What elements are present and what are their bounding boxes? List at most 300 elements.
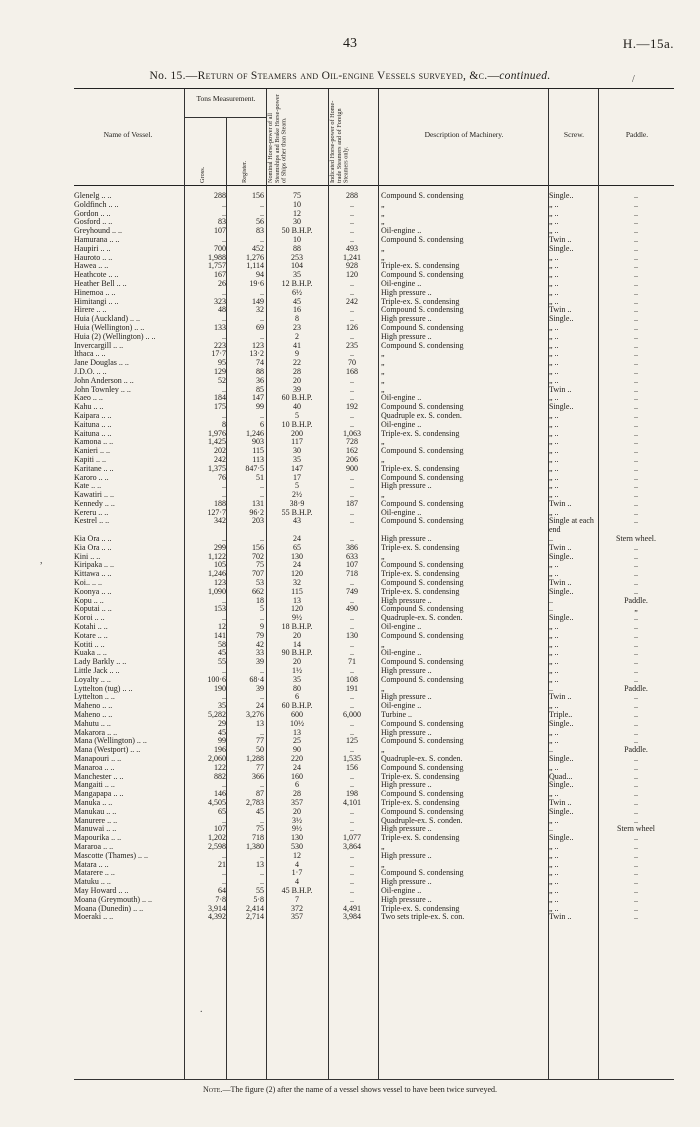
nominal-hp-cell: 120 <box>291 569 303 579</box>
indicated-hp-cell: .. <box>350 780 354 790</box>
paddle-cell: .. <box>634 815 638 825</box>
table-row <box>74 236 674 245</box>
table-row <box>74 517 674 535</box>
machinery-cell: Compound S. condensing <box>381 340 464 350</box>
ink-mark: , <box>40 555 43 566</box>
nominal-hp-cell: 4 <box>295 859 299 869</box>
gross-tons-cell: 83 <box>218 217 226 227</box>
machinery-cell: „ <box>381 375 385 385</box>
paddle-cell: .. <box>634 780 638 790</box>
screw-cell: „ .. <box>549 815 559 825</box>
screw-cell: „ .. <box>549 507 559 517</box>
paddle-cell: .. <box>634 410 638 420</box>
nominal-hp-cell: 28 <box>293 366 301 376</box>
vessel-name-cell: Manuwai .. .. <box>74 825 117 834</box>
vessel-name-cell: Kate .. .. <box>74 482 102 491</box>
paddle-cell: .. <box>634 340 638 350</box>
vessel-name-cell: Lyttelton (tug) .. .. <box>74 684 133 693</box>
screw-cell: .. <box>549 745 553 755</box>
screw-cell: Single.. <box>549 402 574 412</box>
screw-cell: „ .. <box>549 850 559 860</box>
register-tons-cell: 36 <box>256 375 264 385</box>
gross-tons-cell: 133 <box>214 322 226 332</box>
screw-cell: „ .. <box>549 657 559 667</box>
indicated-hp-cell: 70 <box>348 358 356 368</box>
nominal-hp-cell: 13 <box>293 727 301 737</box>
screw-cell: „ .. <box>549 789 559 799</box>
machinery-cell: Quadruple-ex. S. conden. <box>381 815 463 825</box>
register-tons-cell: 903 <box>252 437 264 447</box>
register-tons-cell: 6 <box>260 419 264 429</box>
paddle-cell: .. <box>634 446 638 456</box>
screw-cell: „ .. <box>549 622 559 632</box>
machinery-cell: Quadruple-ex. S. conden. <box>381 613 463 623</box>
nominal-hp-cell: 20 <box>293 806 301 816</box>
paddle-cell: .. <box>634 586 638 596</box>
screw-cell: „ .. <box>549 358 559 368</box>
screw-cell: „ .. <box>549 393 559 403</box>
screw-cell: „ .. <box>549 375 559 385</box>
table-row <box>74 843 674 852</box>
indicated-hp-cell: .. <box>350 692 354 702</box>
indicated-hp-cell: 928 <box>346 261 358 271</box>
indicated-hp-cell: .. <box>350 534 354 544</box>
register-tons-cell: 131 <box>252 498 264 508</box>
table-note <box>0 1085 700 1094</box>
paddle-cell: .. <box>634 393 638 403</box>
gross-tons-cell: 55 <box>218 657 226 667</box>
nominal-hp-cell: 9½ <box>292 824 302 834</box>
register-tons-cell: 13·2 <box>249 349 264 359</box>
nominal-hp-cell: 6½ <box>292 287 302 297</box>
table-row <box>74 649 674 658</box>
nominal-hp-cell: 115 <box>291 586 303 596</box>
screw-cell: „ .. <box>549 446 559 456</box>
vessel-name-cell: Gosford .. .. <box>74 218 113 227</box>
register-tons-cell: 51 <box>256 472 264 482</box>
vessel-name-cell: Hirere .. .. <box>74 306 107 315</box>
vessel-name-cell: Manaroa .. .. <box>74 763 115 772</box>
nominal-hp-cell: 530 <box>291 841 303 851</box>
table-row <box>74 192 674 201</box>
machinery-cell: Turbine .. <box>381 710 413 720</box>
indicated-hp-cell: .. <box>350 701 354 711</box>
machinery-cell: Quadruple-ex. S. conden. <box>381 754 463 763</box>
indicated-hp-cell: 162 <box>346 446 358 456</box>
gross-tons-cell: 123 <box>214 578 226 588</box>
register-tons-cell: .. <box>260 287 264 297</box>
register-tons-cell: 156 <box>252 542 264 552</box>
vessel-name-cell: Kotiti .. .. <box>74 640 105 649</box>
nominal-hp-cell: 117 <box>291 437 303 447</box>
paddle-cell: .. <box>634 833 638 843</box>
screw-cell: „ .. <box>549 428 559 438</box>
table-row <box>74 676 674 685</box>
indicated-hp-cell: .. <box>350 384 354 394</box>
indicated-hp-cell: .. <box>350 208 354 218</box>
nominal-hp-cell: 38·9 <box>289 498 305 508</box>
vessel-name-cell: Matara .. .. <box>74 860 109 869</box>
paddle-cell: .. <box>634 797 638 807</box>
screw-cell: „ .. <box>549 701 559 711</box>
machinery-cell: High pressure .. <box>381 780 432 790</box>
vessel-name-cell: Jane Douglas .. .. <box>74 359 129 368</box>
table-row <box>74 808 674 817</box>
gross-tons-cell: 1,122 <box>208 551 226 561</box>
register-tons-cell: .. <box>260 868 264 878</box>
nominal-hp-cell: 130 <box>291 551 303 561</box>
register-tons-cell: 56 <box>256 217 264 227</box>
header-nominal-hp: Nominal Horse-power of all Steamships and Brake Horse-power of Ships other than Steam. <box>267 94 288 183</box>
nominal-hp-cell: 23 <box>293 322 301 332</box>
indicated-hp-cell: .. <box>350 666 354 676</box>
nominal-hp-cell: 60 B.H.P. <box>281 701 313 711</box>
table-row <box>74 896 674 905</box>
nominal-hp-cell: 45 B.H.P. <box>281 885 313 895</box>
paddle-cell: .. <box>634 305 638 315</box>
gross-tons-cell: .. <box>222 815 226 825</box>
table-row <box>74 315 674 324</box>
machinery-cell: Compound S. condensing <box>381 718 464 728</box>
table-row <box>74 465 674 474</box>
gross-tons-cell: 1,090 <box>208 586 226 596</box>
screw-cell: Twin .. <box>549 542 572 552</box>
gross-tons-cell: 64 <box>218 885 226 895</box>
paddle-cell: .. <box>634 278 638 288</box>
indicated-hp-cell: .. <box>350 472 354 482</box>
machinery-cell: Compound S. condensing <box>381 234 464 244</box>
paddle-cell: .. <box>634 789 638 799</box>
machinery-cell: High pressure .. <box>381 692 432 702</box>
machinery-cell: High pressure .. <box>381 314 432 324</box>
screw-cell: Twin .. <box>549 384 572 394</box>
table-row <box>74 227 674 236</box>
screw-cell: „ .. <box>549 859 559 869</box>
nominal-hp-cell: 12 <box>293 208 301 218</box>
nominal-hp-cell: 120 <box>291 604 303 614</box>
nominal-hp-cell: 20 <box>293 630 301 640</box>
register-tons-cell: 79 <box>256 630 264 640</box>
table-row <box>74 737 674 746</box>
gross-tons-cell: 175 <box>214 402 226 412</box>
screw-cell: „ .. <box>549 410 559 420</box>
register-tons-cell: .. <box>260 666 264 676</box>
screw-cell: Twin .. <box>549 797 572 807</box>
gross-tons-cell: 1,246 <box>208 569 226 579</box>
paddle-cell: .. <box>634 551 638 561</box>
register-tons-cell: 113 <box>252 454 264 464</box>
machinery-cell: Oil-engine .. <box>381 622 422 632</box>
machinery-cell: High pressure .. <box>381 331 432 341</box>
indicated-hp-cell: 6,000 <box>343 710 361 720</box>
paddle-cell: .. <box>634 270 638 280</box>
vessel-name-cell: Koroi .. .. <box>74 614 105 623</box>
nominal-hp-cell: 35 <box>293 454 301 464</box>
table-row <box>74 386 674 395</box>
indicated-hp-cell: .. <box>350 806 354 816</box>
nominal-hp-cell: 3½ <box>292 815 302 825</box>
vessel-name-cell: Matarere .. .. <box>74 869 115 878</box>
paddle-cell: Stern wheel <box>617 824 655 834</box>
vessel-name-cell: John Anderson .. .. <box>74 376 134 385</box>
nominal-hp-cell: 45 <box>293 296 301 306</box>
register-tons-cell: .. <box>260 314 264 324</box>
gross-tons-cell: 1,976 <box>208 428 226 438</box>
indicated-hp-cell: 718 <box>346 569 358 579</box>
screw-cell: „ .. <box>549 736 559 746</box>
table-row <box>74 869 674 878</box>
table-row <box>74 447 674 456</box>
indicated-hp-cell: 633 <box>346 551 358 561</box>
paddle-cell: .. <box>634 657 638 667</box>
register-tons-cell: .. <box>260 331 264 341</box>
machinery-cell: Triple-ex. S. condensing <box>381 261 460 271</box>
nominal-hp-cell: 2½ <box>292 490 302 500</box>
register-tons-cell: 87 <box>256 789 264 799</box>
vessel-name-cell: Kuaka .. .. <box>74 649 107 658</box>
vessel-name-cell: Mana (Westport) .. .. <box>74 746 141 755</box>
vessel-name-cell: Hinemoa .. .. <box>74 288 116 297</box>
vessel-name-cell: Kennedy .. .. <box>74 499 115 508</box>
paddle-cell: .. <box>634 877 638 887</box>
gross-tons-cell: .. <box>222 490 226 500</box>
machinery-cell: „ <box>381 217 385 227</box>
screw-cell: „ .. <box>549 349 559 359</box>
paddle-cell: .. <box>634 841 638 851</box>
table-row <box>74 711 674 720</box>
register-tons-cell: 1,276 <box>246 252 264 262</box>
nominal-hp-cell: 30 <box>293 446 301 456</box>
indicated-hp-cell: 1,535 <box>343 754 361 763</box>
paddle-cell: .. <box>634 630 638 640</box>
nominal-hp-cell: 130 <box>291 833 303 843</box>
gross-tons-cell: 122 <box>214 762 226 772</box>
gross-tons-cell: 107 <box>214 824 226 834</box>
screw-cell: .. <box>549 595 553 605</box>
register-tons-cell: 718 <box>252 833 264 843</box>
register-tons-cell: 42 <box>256 639 264 649</box>
screw-cell: Twin .. <box>549 692 572 702</box>
paddle-cell: .. <box>634 736 638 746</box>
gross-tons-cell: 223 <box>214 340 226 350</box>
indicated-hp-cell: .. <box>350 331 354 341</box>
paddle-cell: .. <box>634 507 638 517</box>
header-machinery: Description of Machinery. <box>424 130 504 139</box>
vessel-name-cell: Manuka .. .. <box>74 798 113 807</box>
machinery-cell: Triple-ex. S. condensing <box>381 797 460 807</box>
indicated-hp-cell: .. <box>350 578 354 588</box>
vessel-name-cell: Kaeo .. .. <box>74 394 103 403</box>
gross-tons-cell: 58 <box>218 639 226 649</box>
gross-tons-cell: 188 <box>214 498 226 508</box>
vessel-name-cell: Matuku .. .. <box>74 878 111 887</box>
gross-tons-cell: 202 <box>214 446 226 456</box>
table-row <box>74 245 674 254</box>
gross-tons-cell: .. <box>222 534 226 544</box>
indicated-hp-cell: .. <box>350 507 354 517</box>
machinery-cell: „ <box>381 437 385 447</box>
nominal-hp-cell: 9½ <box>292 613 302 623</box>
indicated-hp-cell: .. <box>350 859 354 869</box>
paddle-cell: .. <box>634 199 638 209</box>
paddle-cell: .. <box>634 771 638 781</box>
gross-tons-cell: 21 <box>218 859 226 869</box>
vessel-name-cell: Kia Ora .. .. <box>74 535 112 544</box>
gross-tons-cell: .. <box>222 613 226 623</box>
screw-cell: „ .. <box>549 674 559 684</box>
machinery-cell: Compound S. condensing <box>381 762 464 772</box>
gross-tons-cell: 7·8 <box>215 894 226 904</box>
register-tons-cell: 1,380 <box>246 841 264 851</box>
table-row <box>74 535 674 544</box>
gross-tons-cell: 190 <box>214 683 226 693</box>
paddle-cell: .. <box>634 516 638 526</box>
register-tons-cell: .. <box>260 490 264 500</box>
machinery-cell: High pressure .. <box>381 894 432 904</box>
table-row <box>74 905 674 914</box>
header-screw: Screw. <box>563 130 585 139</box>
indicated-hp-cell: 156 <box>346 762 358 772</box>
nominal-hp-cell: 28 <box>293 789 301 799</box>
vessel-name-cell: Kia Ora .. .. <box>74 543 112 552</box>
screw-cell: Single.. <box>549 191 574 200</box>
nominal-hp-cell: 9 <box>295 349 299 359</box>
register-tons-cell: 32 <box>256 305 264 315</box>
indicated-hp-cell: 108 <box>346 674 358 684</box>
vessel-name-cell: Lady Barkly .. .. <box>74 658 127 667</box>
gross-tons-cell: 65 <box>218 806 226 816</box>
register-tons-cell: 452 <box>252 243 264 253</box>
screw-cell: Single.. <box>549 833 574 843</box>
paddle-cell: .. <box>634 718 638 728</box>
nominal-hp-cell: 1½ <box>292 666 302 676</box>
machinery-cell: High pressure .. <box>381 727 432 737</box>
indicated-hp-cell: .. <box>350 648 354 658</box>
gross-tons-cell: .. <box>222 595 226 605</box>
table-row <box>74 597 674 606</box>
header-paddle: Paddle. <box>625 130 649 139</box>
machinery-cell: High pressure .. <box>381 534 432 544</box>
screw-cell: „ .. <box>549 894 559 904</box>
vessel-name-cell: Koputai .. .. <box>74 605 112 614</box>
vessel-name-cell: Mascotte (Thames) .. .. <box>74 851 148 860</box>
gross-tons-cell: 146 <box>214 789 226 799</box>
paddle-cell: .. <box>634 885 638 895</box>
register-tons-cell: 55 <box>256 885 264 895</box>
indicated-hp-cell: .. <box>350 745 354 755</box>
register-tons-cell: 9 <box>260 622 264 632</box>
paddle-cell: .. <box>634 727 638 737</box>
paddle-cell: .. <box>634 419 638 429</box>
screw-cell: „ .. <box>549 868 559 878</box>
paddle-cell: .. <box>634 542 638 552</box>
machinery-cell: Compound S. condensing <box>381 191 464 200</box>
indicated-hp-cell: 125 <box>346 736 358 746</box>
machinery-cell: Two sets triple-ex. S. con. <box>381 912 465 922</box>
nominal-hp-cell: 20 <box>293 657 301 667</box>
paddle-cell: .. <box>634 498 638 508</box>
vessel-name-cell: Lyttelton .. .. <box>74 693 115 702</box>
machinery-cell: „ <box>381 252 385 262</box>
gross-tons-cell: 4,392 <box>208 912 226 922</box>
register-tons-cell: 115 <box>252 446 264 456</box>
page-number: 43 <box>343 36 357 51</box>
machinery-cell: Triple-ex. S. condensing <box>381 569 460 579</box>
register-tons-cell: 45 <box>256 806 264 816</box>
screw-cell: „ .. <box>549 727 559 737</box>
machinery-cell: High pressure .. <box>381 595 432 605</box>
indicated-hp-cell: 4,491 <box>343 903 361 913</box>
indicated-hp-cell: .. <box>350 490 354 500</box>
nominal-hp-cell: 80 <box>293 683 301 693</box>
gross-tons-cell: 1,757 <box>208 261 226 271</box>
nominal-hp-cell: 13 <box>293 595 301 605</box>
gross-tons-cell: 17·7 <box>211 349 226 359</box>
vessel-name-cell: Gordon .. .. <box>74 209 111 218</box>
vessel-name-cell: Greyhound .. .. <box>74 227 122 236</box>
paddle-cell: .. <box>634 366 638 376</box>
vessel-name-cell: Loyalty .. .. <box>74 675 111 684</box>
nominal-hp-cell: 200 <box>291 428 303 438</box>
ink-mark: . <box>200 1004 203 1015</box>
gross-tons-cell: 184 <box>214 393 226 403</box>
screw-cell: „ .. <box>549 762 559 772</box>
table-row <box>74 474 674 483</box>
screw-cell: Single.. <box>549 551 574 561</box>
document-reference: H.—15a. <box>622 36 674 51</box>
nominal-hp-cell: 600 <box>291 710 303 720</box>
screw-cell: Twin .. <box>549 234 572 244</box>
table-row <box>74 289 674 298</box>
machinery-cell: High pressure .. <box>381 287 432 297</box>
screw-cell: „ .. <box>549 463 559 473</box>
nominal-hp-cell: 12 B.H.P. <box>281 278 313 288</box>
register-tons-cell: 68·4 <box>249 674 264 684</box>
machinery-cell: Compound S. condensing <box>381 604 464 614</box>
table-row <box>74 350 674 359</box>
register-tons-cell: 18 <box>256 595 264 605</box>
screw-cell: „ .. <box>549 639 559 649</box>
paddle-cell: .. <box>634 762 638 772</box>
paddle-cell: .. <box>634 613 638 623</box>
indicated-hp-cell: .. <box>350 410 354 420</box>
nominal-hp-cell: 4 <box>295 877 299 887</box>
screw-cell: „ .. <box>549 877 559 887</box>
vessel-name-cell: Makarora .. .. <box>74 728 118 737</box>
vessel-name-cell: Ithaca .. .. <box>74 350 106 359</box>
screw-cell: Twin .. <box>549 498 572 508</box>
nominal-hp-cell: 22 <box>293 358 301 368</box>
paddle-cell: .. <box>634 472 638 482</box>
register-tons-cell: 366 <box>252 771 264 781</box>
screw-cell: „ .. <box>549 278 559 288</box>
screw-cell: .. <box>549 683 553 693</box>
indicated-hp-cell: .. <box>350 375 354 385</box>
indicated-hp-cell: 71 <box>348 657 356 667</box>
vessel-name-cell: Mangaiti .. .. <box>74 781 115 790</box>
nominal-hp-cell: 20 <box>293 375 301 385</box>
indicated-hp-cell: 749 <box>346 586 358 596</box>
paddle-cell: .. <box>634 868 638 878</box>
paddle-cell: .. <box>634 252 638 262</box>
machinery-cell: Triple-ex. S. condensing <box>381 296 460 306</box>
machinery-cell: Compound S. condensing <box>381 560 464 570</box>
register-tons-cell: 94 <box>256 270 264 280</box>
indicated-hp-cell: 126 <box>346 322 358 332</box>
machinery-cell: Quadruple ex. S. conden. <box>381 410 462 420</box>
vessel-name-cell: Kereru .. .. <box>74 508 109 517</box>
nominal-hp-cell: 41 <box>293 340 301 350</box>
